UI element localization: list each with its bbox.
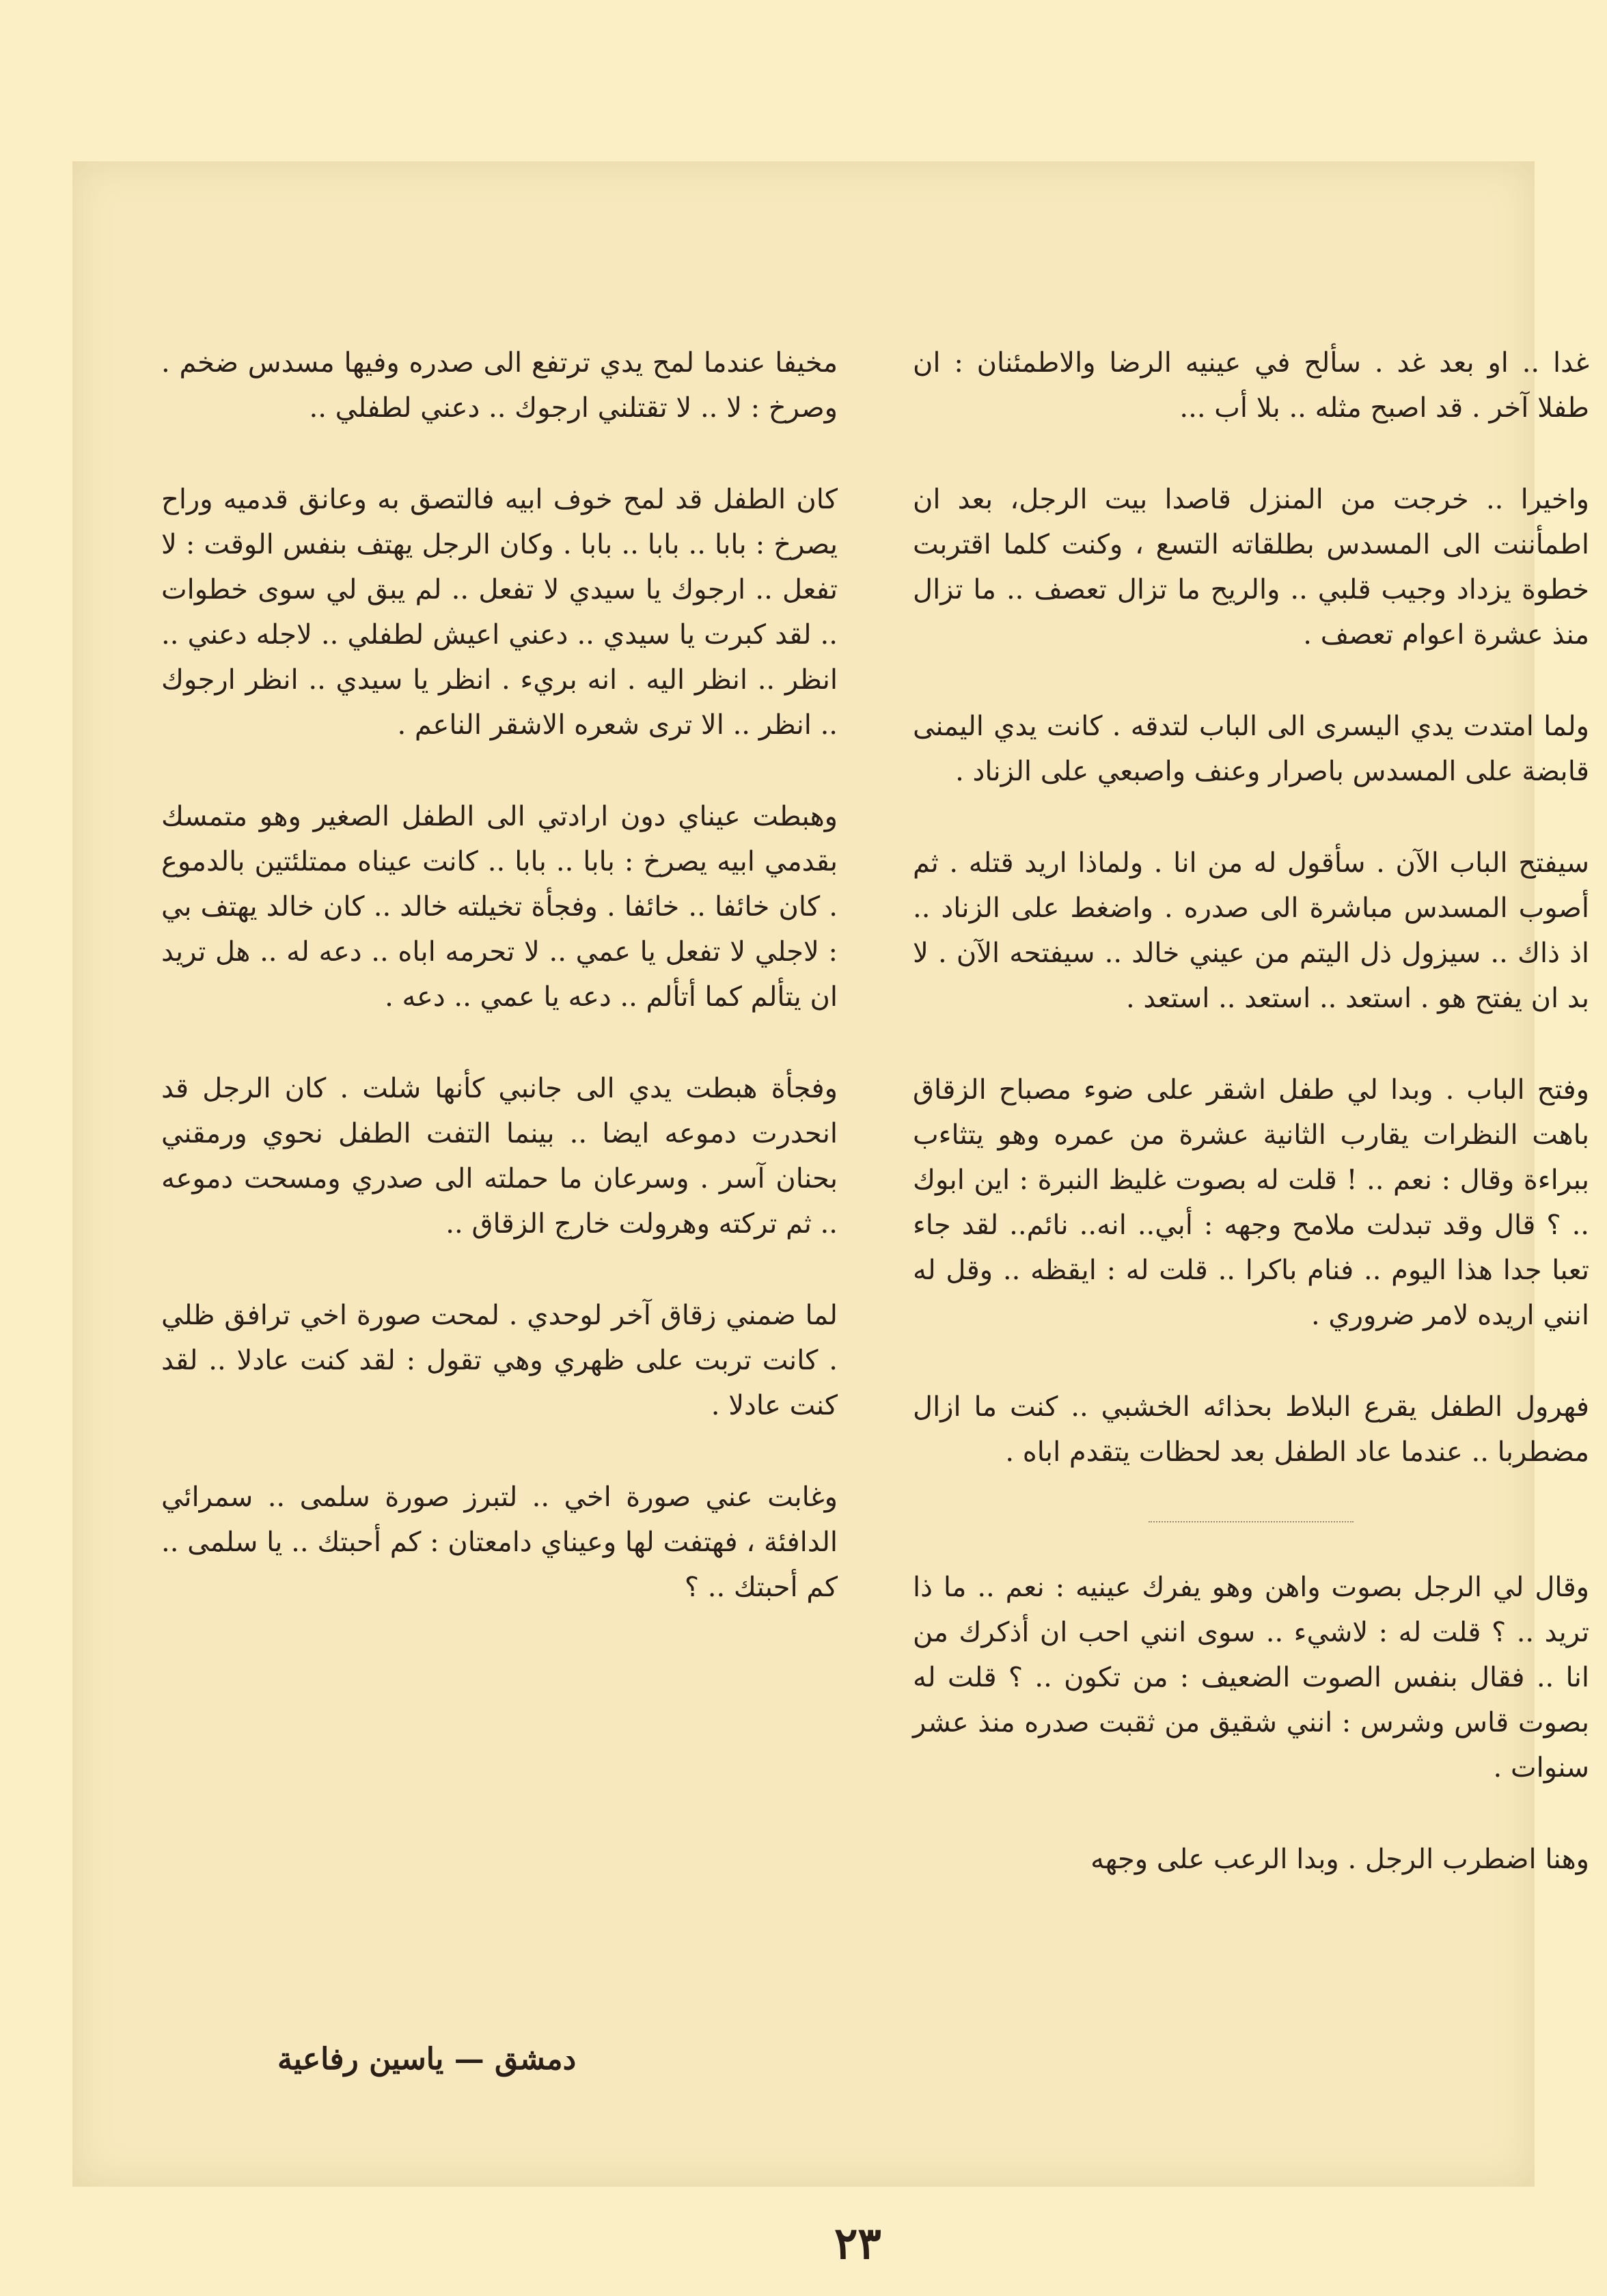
right-column <box>913 340 1589 1928</box>
paragraph: وهبطت عيناي دون ارادتي الى الطفل الصغير وهو متمسك بقدمي ابيه يصرخ : بابا .. بابا .. كانت عيناه ممتلئتين بالدموع . كان خائفا .. خائفا . وفجأة تخيلته خالد .. كان خالد يهتف بي : لاجلي لا تفعل يا عمي .. لا تحرمه اباه .. دعه له .. هل تريد ان يتألم كما أتألم .. دعه يا عمي .. دعه . <box>161 801 838 1013</box>
section-divider <box>1149 1521 1354 1524</box>
paragraph: غدا .. او بعد غد . سألح في عينيه الرضا والاطمئنان : ان طفلا آخر . قد اصبح مثله .. بلا أب ... <box>913 347 1589 424</box>
paragraph: لما ضمني زقاق آخر لوحدي . لمحت صورة اخي ترافق ظلي . كانت تربت على ظهري وهي تقول : لقد كنت عادلا .. لقد كنت عادلا . <box>161 1300 838 1421</box>
paragraph: كان الطفل قد لمح خوف ابيه فالتصق به وعانق قدميه وراح يصرخ : بابا .. بابا .. بابا . وكان الرجل يهتف بنفس الوقت : لا تفعل .. ارجوك يا سيدي لا تفعل .. لم يبق لي سوى خطوات .. لقد كبرت يا سيدي .. دعني اعيش لطفلي .. لاجله دعني .. انظر .. انظر اليه . انه بريء . انظر يا سيدي .. انظر ارجوك .. انظر .. الا ترى شعره الاشقر الناعم . <box>161 484 838 741</box>
paragraph: وفجأة هبطت يدي الى جانبي كأنها شلت . كان الرجل قد انحدرت دموعه ايضا .. بينما التفت الطفل نحوي ورمقني بحنان آسر . وسرعان ما حملته الى صدري ومسحت دموعه .. ثم تركته وهرولت خارج الزقاق .. <box>161 1073 838 1240</box>
paragraph: مخيفا عندما لمح يدي ترتفع الى صدره وفيها مسدس ضخم . وصرخ : لا .. لا تقتلني ارجوك .. دعني لطفلي .. <box>161 347 838 424</box>
paragraph: وهنا اضطرب الرجل . وبدا الرعب على وجهه <box>1090 1844 1589 1875</box>
magazine-page <box>72 161 1590 2269</box>
page-number: ٢٣ <box>834 2218 881 2269</box>
paragraph: وغابت عني صورة اخي .. لتبرز صورة سلمى .. سمرائي الدافئة ، فهتفت لها وعيناي دامعتان : كم أحبتك .. يا سلمى .. كم أحبتك .. ؟ <box>161 1481 838 1603</box>
author-signature: دمشق — ياسين رفاعية <box>277 2042 577 2077</box>
paragraph: وفتح الباب . وبدا لي طفل اشقر على ضوء مصباح الزقاق باهت النظرات يقارب الثانية عشرة من عمره وهو يتثاءب ببراءة وقال : نعم .. ! قلت له بصوت غليظ النبرة : اين ابوك .. ؟ قال وقد تبدلت ملامح وجهه : أبي.. انه.. نائم.. لقد جاء تعبا جدا هذا اليوم .. فنام باكرا .. قلت له : ايقظه .. وقل له انني اريده لامر ضروري . <box>913 1074 1589 1331</box>
paragraph: فهرول الطفل يقرع البلاط بحذائه الخشبي .. كنت ما ازال مضطربا .. عندما عاد الطفل بعد لحظات يتقدم اباه . <box>913 1391 1589 1468</box>
paragraph: ولما امتدت يدي اليسرى الى الباب لتدقه . كانت يدي اليمنى قابضة على المسدس باصرار وعنف واصبعي على الزناد . <box>913 711 1589 787</box>
paragraph: وقال لي الرجل بصوت واهن وهو يفرك عينيه : نعم .. ما ذا تريد .. ؟ قلت له : لاشيء .. سوى انني احب ان أذكرك من انا .. فقال بنفس الصوت الضعيف : من تكون .. ؟ قلت له بصوت قاس وشرس : انني شقيق من ثقبت صدره منذ عشر سنوات . <box>913 1572 1589 1784</box>
paragraph: واخيرا .. خرجت من المنزل قاصدا بيت الرجل، بعد ان اطمأننت الى المسدس بطلقاته التسع ، وكنت كلما اقتربت خطوة يزداد وجيب قلبي .. والريح ما تزال تعصف .. ما تزال منذ عشرة اعوام تعصف . <box>913 484 1590 651</box>
paragraph: سيفتح الباب الآن . سأقول له من انا . ولماذا اريد قتله . ثم أصوب المسدس مباشرة الى صدره . واضغط على الزناد .. اذ ذاك .. سيزول ذل اليتم من عيني خالد .. سيفتحه الآن . لا بد ان يفتح هو . استعد .. استعد .. استعد . <box>913 847 1590 1014</box>
left-column <box>161 340 838 1656</box>
